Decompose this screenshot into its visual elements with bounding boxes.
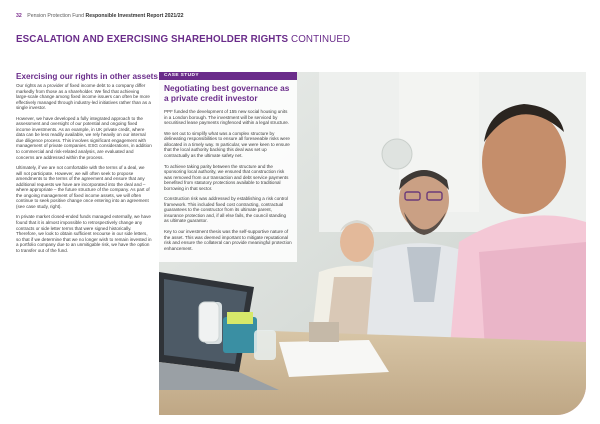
left-paragraph: In private market closed-ended funds managed externally, we have found that it is almost impossible to retrospectively change any contracts or side letter terms that were signed historically. Therefore, we look to obtain sufficient recourse in our side letters, so that if we determine that we no longer wish to remain invested in a portfolio company due to an unmitigable risk, we have the option to transfer out of the fund. bbox=[16, 214, 152, 253]
case-study-paragraph: Construction risk was addressed by establishing a risk control framework. This included fixed cost contracting, contractual guarantees to the constructor from its ultimate parent, insurance protection and, if all else fails, the council standing as ultimate guarantor. bbox=[164, 196, 289, 224]
case-study-box bbox=[159, 80, 297, 262]
section-title-text: ESCALATION AND EXERCISING SHAREHOLDER RIGHTS bbox=[16, 34, 289, 45]
left-column bbox=[16, 72, 158, 258]
page-number: 32 bbox=[16, 13, 22, 19]
case-study-paragraph: PPF funded the development of 155 new social housing units in a London borough. The investment will be serviced by securitised lease payments ringfenced within a legal structure. bbox=[164, 109, 290, 126]
section-title bbox=[16, 34, 350, 45]
case-study-paragraph: We set out to simplify what was a complex structure by delineating responsibilities to ensure all foreseeable risks were allocated in a timely way. In particular, we were keen to ensure that the local authority backing this deal was set up contractually as the ultimate safety net. bbox=[164, 130, 290, 159]
left-heading: Exercising our rights in other assets bbox=[16, 72, 158, 81]
case-study-paragraph: To achieve taking parity between the structure and the sponsoring local authority, we ensured that construction risk was removed from our transaction and debt service payments benefited from statutory protections available to traditional borrowing in that sector. bbox=[164, 163, 289, 191]
case-study-tag: CASE STUDY bbox=[159, 72, 297, 80]
page-header bbox=[16, 13, 184, 19]
report-title: Responsible Investment Report 2021/22 bbox=[85, 13, 184, 19]
left-paragraph: Ultimately, if we are not comfortable with the terms of a deal, we will not participate. However, we will often seek to propose amendments to the terms of the agreement and ensure that any additional requests we have are incorporated into the deal and – where appropriate – the future structure of the company. As part of the ongoing management of fixed income assets, we will often continue to seek positive change once entering into an agreement (see case study, right). bbox=[16, 165, 150, 209]
section-continued: CONTINUED bbox=[291, 34, 351, 45]
left-paragraph: However, we have developed a fully integrated approach to the assessment and oversight of our potential and ongoing fixed income investments. As an example, in UK private credit, where data can be less readily available, we rely heavily on our internal due diligence process. This involves significant engagement with management of private companies. ESG considerations, in addition to commercial and risk-related analysis, are evaluated and concerns are addressed within the process. bbox=[16, 115, 152, 160]
case-study-paragraph: Key to our investment thesis was the self-supportive nature of the asset. This was deemed important to mitigate reputational risk and ensure the collateral can provide meaningful protection enhancement. bbox=[164, 229, 292, 251]
left-paragraph: Our rights as a provider of fixed income debt to a company differ markedly from those as a shareholder. We find that achieving large-scale change among fixed income issuers can often be more effectively managed through industry-led initiatives rather than as a single investor. bbox=[16, 83, 151, 111]
report-prefix: Pension Protection Fund bbox=[27, 13, 85, 19]
case-study-title: Negotiating best governance as a private credit investor bbox=[164, 83, 290, 103]
